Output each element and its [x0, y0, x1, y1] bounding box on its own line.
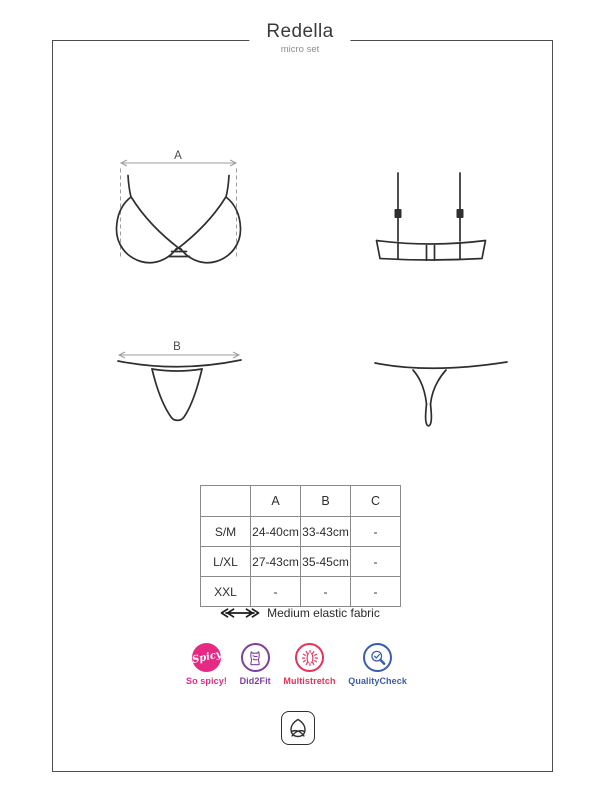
measurement-cell: 27-43cm [251, 547, 301, 577]
product-title: Redella [266, 21, 334, 42]
table-row [201, 517, 401, 547]
header-cell-c: C [351, 486, 401, 517]
stretch-arrow-icon [220, 608, 260, 618]
size-label: XXL [201, 577, 251, 607]
measurement-cell: 33-43cm [301, 517, 351, 547]
measurement-cell: - [351, 547, 401, 577]
measurement-cell: - [351, 577, 401, 607]
table-row [201, 547, 401, 577]
dimension-b-label: B [173, 341, 181, 353]
corset-icon [241, 643, 270, 672]
badge-did2fit [240, 643, 271, 686]
badge-multistretch [283, 643, 335, 686]
magnifier-check-icon [363, 643, 392, 672]
header [249, 20, 350, 55]
measurement-cell: - [251, 577, 301, 607]
measurement-cell: 24-40cm [251, 517, 301, 547]
product-subtitle: micro set [280, 44, 320, 55]
badge-spicy [186, 643, 227, 686]
bra-back-diagram [377, 173, 486, 260]
header-cell-b: B [301, 486, 351, 517]
thong-back-diagram [375, 362, 507, 426]
fabric-note [0, 606, 600, 620]
badge-qualitycheck-label: QualityCheck [348, 676, 407, 686]
measurement-cell: - [301, 577, 351, 607]
badge-multistretch-label: Multistretch [283, 676, 336, 686]
bra-front-diagram [116, 150, 240, 263]
size-label: S/M [201, 517, 251, 547]
header-cell-a: A [251, 486, 301, 517]
measurement-cell: 35-45cm [301, 547, 351, 577]
brand-logo-icon [286, 716, 310, 740]
badge-spicy-label: So spicy! [186, 676, 227, 686]
stretch-icon [295, 643, 324, 672]
panty-front-diagram [118, 341, 241, 420]
badge-qualitycheck [348, 643, 407, 686]
feature-badges [186, 643, 407, 686]
table-row [201, 577, 401, 607]
brand-logo [281, 711, 315, 745]
measurement-cell: - [351, 517, 401, 547]
fabric-note-text: Medium elastic fabric [267, 606, 380, 620]
size-label: L/XL [201, 547, 251, 577]
table-header-row [201, 486, 401, 517]
dimension-a-label: A [174, 150, 182, 162]
strap-slider-right [457, 209, 464, 218]
badge-did2fit-label: Did2Fit [239, 676, 271, 686]
header-cell-blank [201, 486, 251, 517]
strap-slider-left [395, 209, 402, 218]
size-table [200, 485, 401, 607]
spicy-icon: Spicy [192, 643, 221, 672]
